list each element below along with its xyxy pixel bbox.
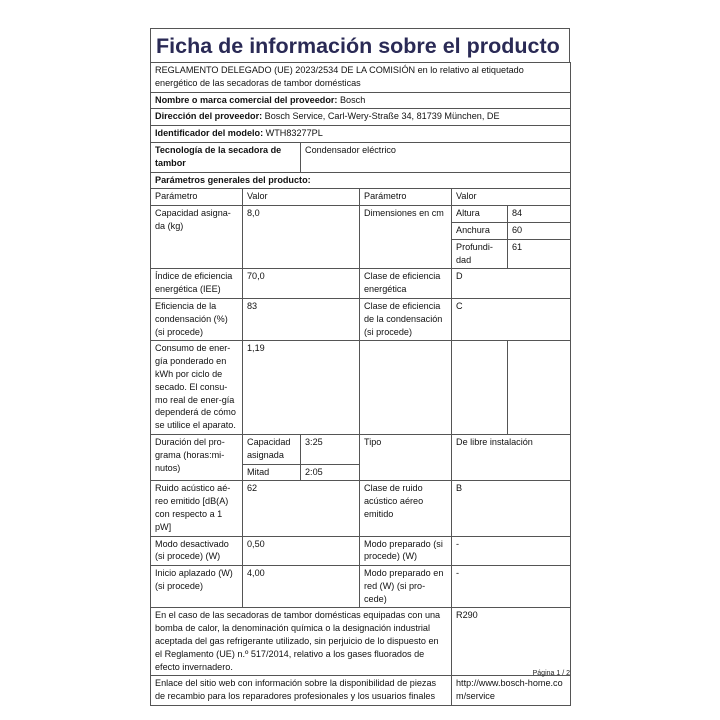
technology-row: [151, 142, 571, 172]
consumption-empty-3: [508, 341, 571, 435]
delay-start-value: 4,00: [243, 566, 360, 608]
condensation-class-value: C: [452, 298, 571, 340]
page-number: Página 1 / 2: [532, 670, 570, 677]
capacity-label: Capacidad asigna-da (kg): [151, 206, 243, 269]
duration-label: Duración del pro-grama (horas:mi-nutos): [151, 434, 243, 480]
noise-class-value: B: [452, 481, 571, 536]
technology-label: Tecnología de la secadora de tambor: [151, 142, 301, 172]
product-info-table: [150, 62, 571, 706]
consumption-row: [151, 341, 571, 435]
width-label: Anchura: [452, 222, 508, 239]
spare-parts-label: Enlace del sitio web con información sobre la disponibilidad de piezas de recambio para los reparadores profesionales y los usuarios finales: [151, 676, 452, 706]
header-value: Valor: [243, 189, 360, 206]
duration-rated-label: Capacidad asignada: [243, 434, 301, 464]
off-mode-value: 0,50: [243, 536, 360, 566]
address-value: Bosch Service, Carl-Wery-Straße 34, 81739 München, DE: [264, 111, 500, 122]
off-mode-row: [151, 536, 571, 566]
noise-value: 62: [243, 481, 360, 536]
capacity-value: 8,0: [243, 206, 360, 269]
condensation-value: 83: [243, 298, 360, 340]
consumption-empty: [360, 341, 452, 435]
supplier-label: Nombre o marca comercial del proveedor:: [155, 94, 338, 105]
width-value: 60: [508, 222, 571, 239]
header-value-2: Valor: [452, 189, 571, 206]
model-row: [151, 126, 571, 143]
delay-start-row: [151, 566, 571, 608]
energy-class-value: D: [452, 269, 571, 299]
type-value: De libre instalación: [452, 434, 571, 480]
height-value: 84: [508, 206, 571, 223]
condensation-label: Eficiencia de la condensación (%) (si procede): [151, 298, 243, 340]
page-title: Ficha de información sobre el producto: [150, 28, 570, 62]
header-parameter-2: Parámetro: [360, 189, 452, 206]
technology-value: Condensador eléctrico: [301, 142, 571, 172]
duration-row: [151, 434, 571, 464]
type-label: Tipo: [360, 434, 452, 480]
model-value: WTH83277PL: [265, 128, 323, 139]
consumption-label: Consumo de ener-gía ponderado en kWh por ciclo de secado. El consu-mo real de ener-gía dependerá de cómo se utilice el aparato.: [151, 341, 243, 435]
refrigerant-value: R290: [452, 608, 571, 676]
address-row: [151, 109, 571, 126]
iee-label: Índice de eficiencia energética (IEE): [151, 269, 243, 299]
iee-value: 70,0: [243, 269, 360, 299]
capacity-row: [151, 206, 571, 223]
networked-standby-label: Modo preparado en red (W) (si pro-cede): [360, 566, 452, 608]
supplier-value: Bosch: [339, 94, 366, 105]
depth-value: 61: [508, 239, 571, 269]
height-label: Altura: [452, 206, 508, 223]
standby-value: -: [452, 536, 571, 566]
dimensions-label: Dimensiones en cm: [360, 206, 452, 269]
product-information-sheet: [150, 28, 570, 706]
refrigerant-label: En el caso de las secadoras de tambor domésticas equipadas con una bomba de calor, la denominación química o la designación industrial aceptada del gas refrigerante utilizado, sin perjuicio de lo dispuesto en el Reglamento (UE) n.º 517/2014, relativo a los gases fluorados de efecto invernadero.: [151, 608, 452, 676]
noise-class-label: Clase de ruido acústico aéreo emitido: [360, 481, 452, 536]
model-label: Identificador del modelo:: [155, 128, 264, 139]
regulation-row: [151, 63, 571, 93]
spare-parts-row: [151, 676, 571, 706]
noise-label: Ruido acústico aé-reo emitido [dB(A) con respecto a 1 pW]: [151, 481, 243, 536]
consumption-value: 1,19: [243, 341, 360, 435]
supplier-row: [151, 92, 571, 109]
condensation-row: [151, 298, 571, 340]
duration-rated-value: 3:25: [301, 434, 360, 464]
spare-parts-link[interactable]: http://www.bosch-home.com/service: [452, 676, 571, 706]
header-row: [151, 189, 571, 206]
delay-start-label: Inicio aplazado (W) (si procede): [151, 566, 243, 608]
networked-standby-value: -: [452, 566, 571, 608]
energy-class-label: Clase de eficiencia energética: [360, 269, 452, 299]
duration-half-value: 2:05: [301, 464, 360, 481]
address-label: Dirección del proveedor:: [155, 111, 263, 122]
condensation-class-label: Clase de eficiencia de la condensación (si procede): [360, 298, 452, 340]
noise-row: [151, 481, 571, 536]
depth-label: Profundi-dad: [452, 239, 508, 269]
general-parameters-row: [151, 172, 571, 189]
general-parameters-label: Parámetros generales del producto:: [151, 172, 571, 189]
duration-half-label: Mitad: [243, 464, 301, 481]
iee-row: [151, 269, 571, 299]
consumption-empty-2: [452, 341, 508, 435]
regulation-text: REGLAMENTO DELEGADO (UE) 2023/2534 DE LA COMISIÓN en lo relativo al etiquetado energético de las secadoras de tambor domésticas: [151, 63, 571, 93]
standby-label: Modo preparado (si procede) (W): [360, 536, 452, 566]
refrigerant-row: [151, 608, 571, 676]
header-parameter: Parámetro: [151, 189, 243, 206]
off-mode-label: Modo desactivado (si procede) (W): [151, 536, 243, 566]
